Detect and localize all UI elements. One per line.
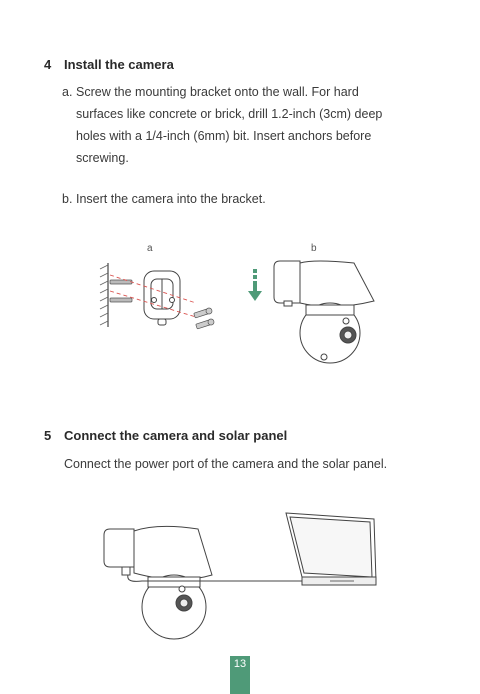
- step-title: Install the camera: [64, 57, 174, 72]
- camera-body: [104, 526, 212, 639]
- step-number: 5: [44, 428, 52, 443]
- item-label: b.: [62, 192, 73, 206]
- step-5-text: Connect the power port of the camera and the solar panel.: [64, 457, 388, 471]
- text-line: Screw the mounting bracket onto the wall. For hard: [76, 85, 359, 99]
- step-number: 4: [44, 57, 52, 72]
- step-4b-text: [62, 188, 266, 210]
- step-5-heading: [44, 428, 287, 443]
- bracket-mounting-illustration: [96, 255, 226, 335]
- text-line: screwing.: [76, 151, 129, 165]
- wall-anchors: [110, 280, 132, 302]
- item-label: a.: [62, 85, 73, 99]
- step-4-heading: [44, 57, 174, 72]
- camera-insert-illustration: [244, 255, 384, 370]
- solar-panel: [286, 513, 376, 585]
- figure-label-a: a: [147, 243, 153, 254]
- text-line: holes with a 1/4-inch (6mm) bit. Insert anchors before: [76, 129, 372, 143]
- screws: [194, 308, 214, 329]
- text-line: Insert the camera into the bracket.: [76, 192, 266, 206]
- solar-connection-illustration: [98, 505, 388, 645]
- text-line: surfaces like concrete or brick, drill 1.2-inch (3cm) deep: [76, 107, 383, 121]
- page-number: 13: [230, 656, 250, 694]
- step-title: Connect the camera and solar panel: [64, 428, 288, 443]
- wall-hatching: [100, 265, 108, 325]
- mounting-bracket: [144, 271, 180, 325]
- camera-body: [274, 261, 374, 363]
- figure-label-b: b: [311, 243, 317, 254]
- down-arrow-icon: [248, 269, 262, 301]
- step-4a-text: [62, 81, 382, 169]
